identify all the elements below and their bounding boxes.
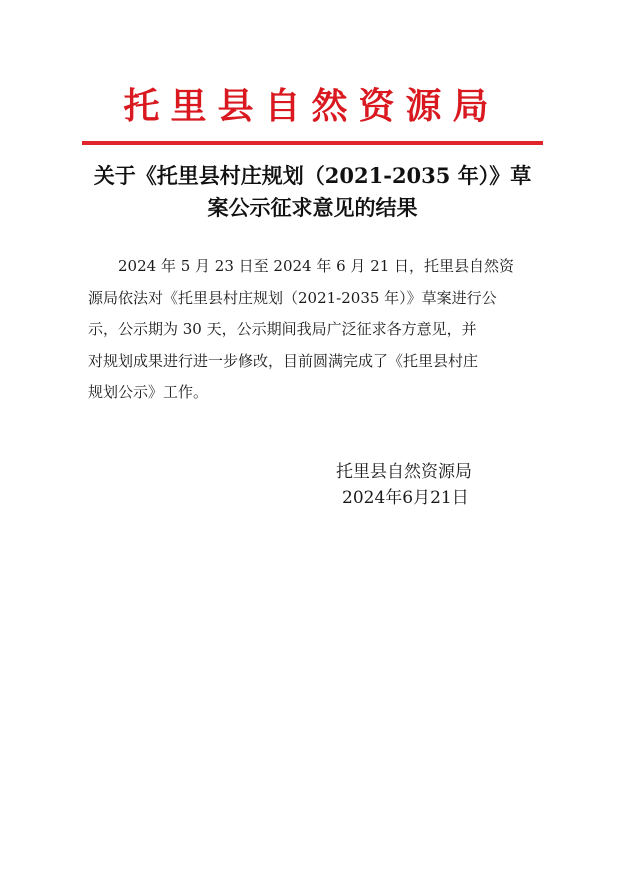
signature-date: 2024年6月21日 — [342, 488, 469, 508]
body-line: 对规划成果进行进一步修改，目前圆满完成了《托里县村庄 — [88, 351, 479, 370]
signature-block — [336, 459, 566, 511]
body-line: 2024 年 5 月 23 日至 2024 年 6 月 21 日，托里县自然资 — [118, 257, 515, 275]
body-line: 示，公示期为 30 天，公示期间我局广泛征求各方意见，并 — [88, 320, 477, 338]
signature-organization: 托里县自然资源局 — [336, 462, 472, 482]
body-line: 规划公示》工作。 — [88, 383, 209, 401]
document-title-line-1: 关于《托里县村庄规划（2021-2035 年）》草 — [93, 163, 532, 188]
document-body — [88, 251, 536, 409]
letterhead-title: 托里县自然资源局 — [123, 85, 500, 127]
letterhead-red-rule — [82, 141, 543, 145]
body-line: 源局依法对《托里县村庄规划（2021-2035 年）》草案进行公 — [88, 288, 497, 307]
document-title — [82, 160, 543, 224]
document-title-line-2: 案公示征求意见的结果 — [207, 195, 418, 220]
